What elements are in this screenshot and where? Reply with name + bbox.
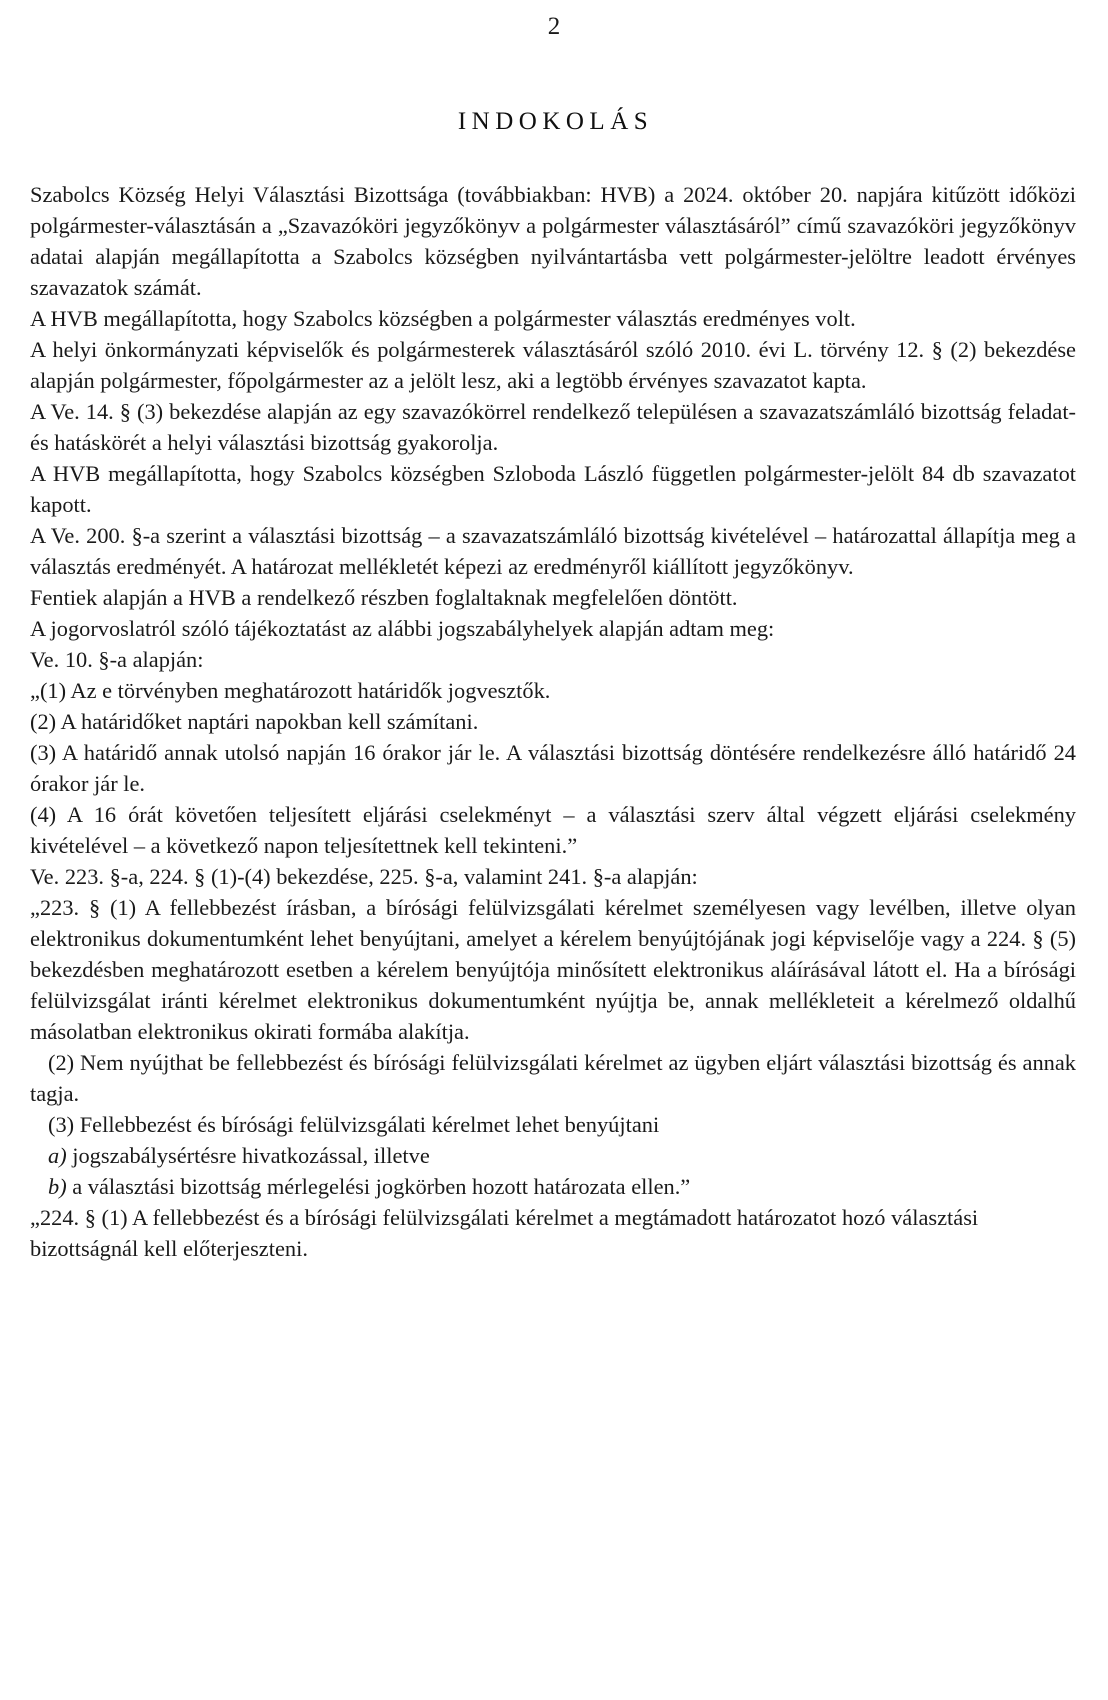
paragraph-ve-223-1: „223. § (1) A fellebbezést írásban, a bírósági felülvizsgálati kérelmet személyesen vagy levélben, illetve olyan elektronikus dokumentumként lehet benyújtani, amelyet a kérelem benyújtójának jogi képviselője vagy a 224. § (5) bekezdésben meghatározott esetben a kérelem benyújtója minősített elektronikus aláírásával látott el. Ha a bírósági felülvizsgálat iránti kérelmet elektronikus dokumentumként nyújtja be, annak mellékleteit a kérelmező oldalhű másolatban elektronikus okirati formába alakítja. bbox=[30, 895, 1076, 1044]
paragraph-ve-224-1: „224. § (1) A fellebbezést és a bírósági felülvizsgálati kérelmet a megtámadott határozatot hozó választási bizottságnál kell előterjeszteni. bbox=[30, 1205, 979, 1261]
page-title: INDOKOLÁS bbox=[457, 108, 654, 135]
list-text-b: a választási bizottság mérlegelési jogkörben hozott határozata ellen.” bbox=[72, 1174, 691, 1199]
list-marker-a: a) bbox=[48, 1143, 67, 1168]
paragraph-result-valid: A HVB megállapította, hogy Szabolcs községben a polgármester választás eredményes volt. bbox=[30, 306, 856, 331]
paragraph-remedy-intro: A jogorvoslatról szóló tájékoztatást az alábbi jogszabályhelyek alapján adtam meg: bbox=[30, 616, 775, 641]
list-item-b bbox=[30, 1171, 1076, 1202]
paragraph-ve-14: A Ve. 14. § (3) bekezdése alapján az egy szavazókörrel rendelkező településen a szavazatszámláló bizottság feladat- és hatáskörét a helyi választási bizottság gyakorolja. bbox=[30, 399, 1076, 455]
paragraph-candidate-votes: A HVB megállapította, hogy Szabolcs községben Szloboda László független polgármester-jelölt 84 db szavazatot kapott. bbox=[30, 461, 1076, 517]
paragraph-ve-223-2: (2) Nem nyújthat be fellebbezést és bírósági felülvizsgálati kérelmet az ügyben eljárt választási bizottság és annak tagja. bbox=[30, 1050, 1076, 1106]
paragraph-ve-10-4: (4) A 16 órát követően teljesített eljárási cselekményt – a választási szerv által végzett eljárási cselekmény kivételével – a következő napon teljesítettnek kell tekinteni.” bbox=[30, 802, 1076, 858]
paragraph-ve-10-head: Ve. 10. §-a alapján: bbox=[30, 647, 204, 672]
paragraph-ve-223-3: (3) Fellebbezést és bírósági felülvizsgálati kérelmet lehet benyújtani bbox=[48, 1112, 660, 1137]
paragraph-ve-223-head: Ve. 223. §-a, 224. § (1)-(4) bekezdése, 225. §-a, valamint 241. §-a alapján: bbox=[30, 864, 698, 889]
paragraph-law-2010-l: A helyi önkormányzati képviselők és polgármesterek választásáról szóló 2010. évi L. törvény 12. § (2) bekezdése alapján polgármester, főpolgármester az a jelölt lesz, aki a legtöbb érvényes szavazatot kapta. bbox=[30, 337, 1076, 393]
paragraph-ve-10-3: (3) A határidő annak utolsó napján 16 órakor jár le. A választási bizottság döntésére rendelkezésre álló határidő 24 órakor jár le. bbox=[30, 740, 1076, 796]
paragraph-ve-10-1: „(1) Az e törvényben meghatározott határidők jogvesztők. bbox=[30, 678, 551, 703]
paragraph-decision: Fentiek alapján a HVB a rendelkező részben foglaltaknak megfelelően döntött. bbox=[30, 585, 738, 610]
paragraph-ve-10-2: (2) A határidőket naptári napokban kell számítani. bbox=[30, 709, 479, 734]
paragraph-intro: Szabolcs Község Helyi Választási Bizottsága (továbbiakban: HVB) a 2024. október 20. napjára kitűzött időközi polgármester-választásán a „Szavazóköri jegyzőkönyv a polgármester választásáról” című szavazóköri jegyzőkönyv adatai alapján megállapította a Szabolcs községben nyilvántartásba vett polgármester-jelöltre leadott érvényes szavazatok számát. bbox=[30, 182, 1076, 300]
list-marker-b: b) bbox=[48, 1174, 67, 1199]
page-number: 2 bbox=[547, 13, 561, 40]
paragraph-ve-200: A Ve. 200. §-a szerint a választási bizottság – a szavazatszámláló bizottság kivételével – határozattal állapítja meg a választás eredményét. A határozat mellékletét képezi az eredményről kiállított jegyzőkönyv. bbox=[30, 523, 1076, 579]
list-text-a: jogszabálysértésre hivatkozással, illetve bbox=[72, 1143, 430, 1168]
list-item-a bbox=[30, 1140, 1076, 1171]
document-body bbox=[30, 108, 1076, 1264]
